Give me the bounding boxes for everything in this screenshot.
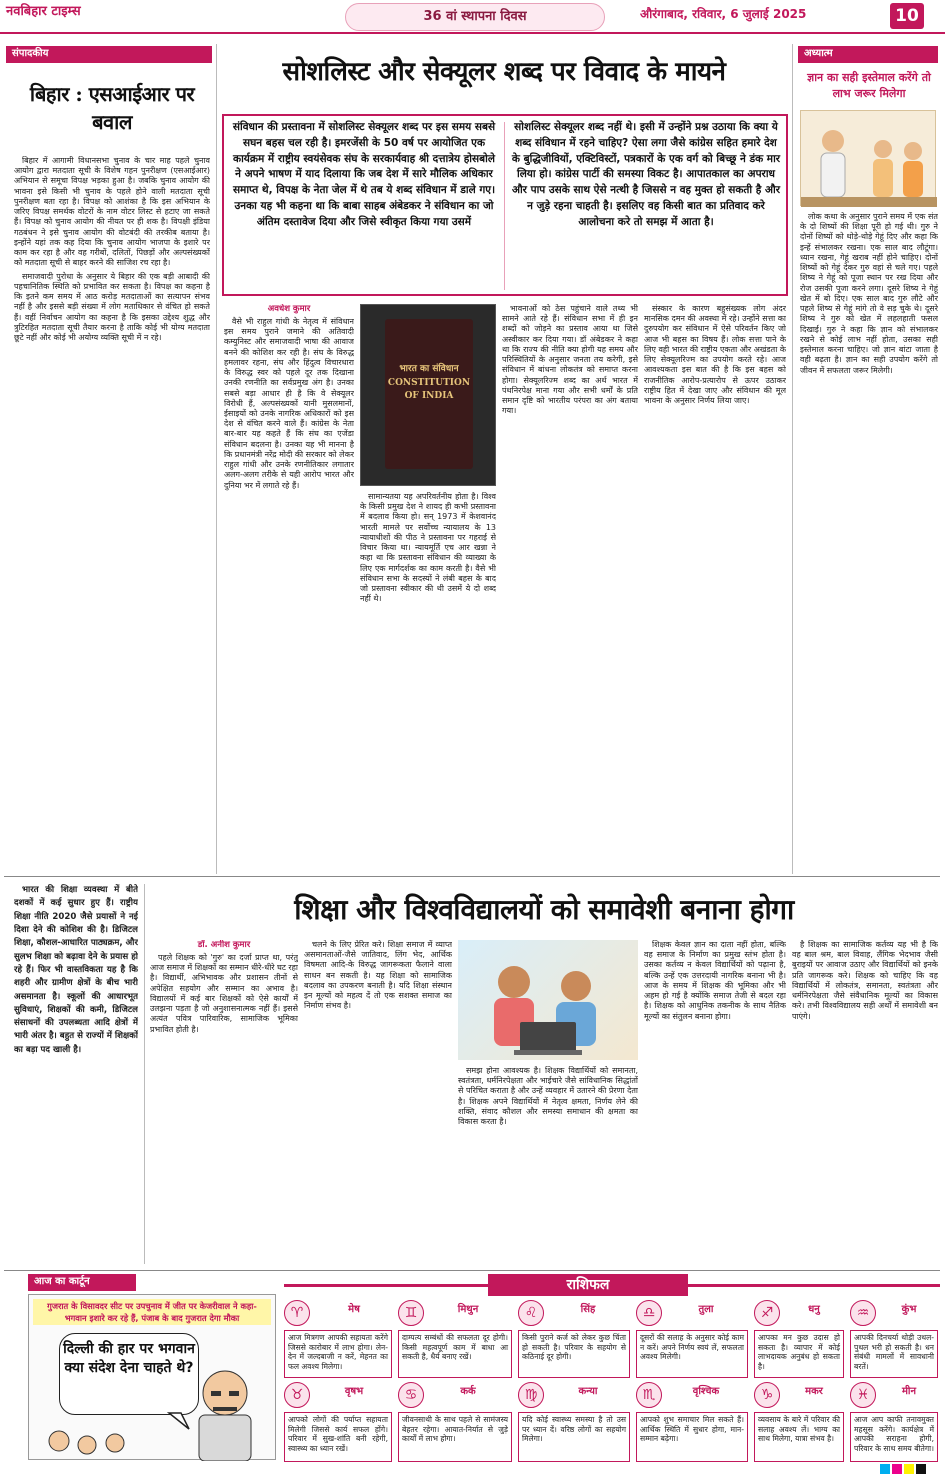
students-photo [458, 940, 638, 1060]
rashi-name-meen: मीन [901, 1386, 917, 1397]
lead-pull-quote-box [222, 114, 788, 296]
sage-disciples-icon [801, 111, 937, 207]
lead-paragraph: सामान्यतया यह अपरिवर्तनीय होता है। विश्व के किसी प्रमुख देश ने शायद ही कभी प्रस्तावना में बदलाव किया हो। सन् 1973 में केशवानंद भारती मामले पर सर्वोच्च न्यायालय के 13 न्यायाधीशों की पीठ ने प्रस्तावना पर गहराई से विचार किया था। न्यायमूर्ति एच आर खन्ना ने कहा था कि प्रस्तावना संविधान की व्याख्या के लिए एक मार्गदर्शक का काम करती है। वैसे भी संविधान सभा के सदस्यों ने लंबी बहस के बाद जो प्रस्तावना स्वीकार की थी उसमें ये दो शब्द नहीं थे। [360, 492, 496, 604]
rashi-text-dhanu: आपका मन कुछ उदास हो सकता है। व्यापार में कोई लाभदायक अनुबंध हो सकता है। [754, 1330, 844, 1378]
rashifal-rule [688, 1284, 940, 1287]
constitution-book-image: भारत का संविधान CONSTITUTION OF INDIA [385, 319, 473, 469]
aquarius-icon: ♒ [850, 1300, 876, 1326]
rashi-name-tula: तुला [698, 1304, 714, 1315]
cancer-icon: ♋ [398, 1382, 424, 1408]
section-divider [4, 1270, 940, 1271]
students-laptop-icon [458, 940, 638, 1060]
lead-column-3 [502, 304, 638, 864]
rashi-name-vrishabh: वृषभ [344, 1386, 364, 1397]
education-column-1 [150, 940, 298, 1264]
rashi-name-vrishchik: वृश्चिक [692, 1386, 720, 1397]
education-paragraph: समझ होना आवश्यक है। शिक्षक विद्यार्थियों को समानता, स्वतंत्रता, धर्मनिरपेक्षता और भाईचारे जैसे सांविधानिक सिद्धांतों से परिचित कराता है और उन्हें व्यवहार में उतारने की प्रेरणा देता है। शिक्षक अपने विद्यार्थियों में नेतृत्व क्षमता, निर्णय लेने की शक्ति, संवाद कौशल और समस्या समाधान की क्षमता का विकास करता है। [458, 1066, 638, 1127]
education-byline: डॉ. अनीश कुमार [197, 940, 251, 950]
brand-name: नवबिहार टाइम्स [6, 4, 81, 19]
section-tag-editorial: संपादकीय [6, 46, 212, 63]
lead-paragraph: भावनाओं को ठेस पहुंचाने वाले तथ्य भी सामने आते रहे हैं। संविधान सभा में ही इन शब्दों को जोड़ने का प्रस्ताव आया था जिसे अस्वीकार कर दिया गया। डॉ अंबेडकर ने कहा था कि राज्य की नीति क्या होगी यह समय और परिस्थितियों के अनुसार जनता तय करेगी, इसे संविधान में बांधना लोकतंत्र को समाप्त करना होगा। सेक्यूलरिज्म शब्द का अर्थ भारत में पंथनिरपेक्ष माना गया और सभी धर्मों के प्रति समान दृष्टि को भारतीय परंपरा का अंग बताया गया। [502, 304, 638, 416]
virgo-icon: ♍ [518, 1382, 544, 1408]
rashi-name-dhanu: धनु [808, 1304, 820, 1315]
taurus-icon: ♉ [284, 1382, 310, 1408]
capricorn-icon: ♑ [754, 1382, 780, 1408]
rashi-text-vrishchik: आपको शुभ समाचार मिल सकते हैं। आर्थिक स्थिति में सुधार होगा, मान-सम्मान बढ़ेगा। [636, 1412, 748, 1462]
rashi-name-mithun: मिथुन [457, 1304, 479, 1315]
column-divider [792, 44, 793, 874]
rashi-text-singh: किसी पुराने कर्ज को लेकर कुछ चिंता हो सकती है। परिवार के सहयोग से कठिनाई दूर होगी। [518, 1330, 630, 1378]
rashi-text-mithun: दाम्पत्य सम्बंधों की सफलता दूर होगी। किसी महत्वपूर्ण काम में बाधा आ सकती है, धैर्य बनाए रखें। [398, 1330, 512, 1378]
pull-quote-right: सोशलिस्ट सेक्यूलर शब्द नहीं थे। इसी में उन्होंने प्रश्न उठाया कि क्या ये शब्द संविधान में रहने चाहिए? ऐसा लगा जैसे कांग्रेस सहित हमारे देश के बुद्धिजीवियों, एक्टिविस्टों, पत्रकारों के एक वर्ग को बिच्छू ने डंक मार लिया हो। कांग्रेस पार्टी की समस्या विकट है। आपातकाल का अपराध और पाप उसके साथ ऐसे नत्थी है जिससे न वह मुक्त हो सकती है और न जुड़े रहना चाहती है। इसलिए वह किसी बात का प्रतिवाद करे आलोचना करे तो समझ में आता है। [511, 121, 781, 228]
rashi-text-kumbh: आपकी दिनचर्या थोड़ी उथल-पुथल भरी हो सकती है। धन संबंधी मामलों में सावधानी बरतें। [850, 1330, 938, 1378]
rashi-name-kanya: कन्या [578, 1386, 598, 1397]
edition-date: औरंगाबाद, रविवार, 6 जुलाई 2025 [640, 7, 807, 21]
sage-illustration [800, 110, 936, 206]
magenta-swatch-icon [892, 1464, 902, 1474]
education-paragraph: शिक्षक केवल ज्ञान का दाता नहीं होता, बल्कि वह समाज के निर्माण का प्रमुख स्तंभ होता है। उसका कर्तव्य न केवल विद्यार्थियों को पढ़ाना है, बल्कि उन्हें एक उत्तरदायी नागरिक बनाना भी है। आज के समय में शिक्षक की भूमिका और भी अहम हो गई है क्योंकि समाज तेजी से बदल रहा है। शिक्षक को आधुनिक तकनीक के साथ नैतिक मूल्यों का संतुलन बनाना होगा। [644, 940, 786, 1021]
constitution-photo [360, 304, 496, 486]
cartoon-figures-icon [29, 1295, 277, 1461]
rashifal-rule [284, 1284, 488, 1287]
adhyatma-paragraph: लोक कथा के अनुसार पुराने समय में एक संत के दो शिष्यों की शिक्षा पूरी हो गई थी। गुरु ने दोनों शिष्यों को थोड़े-थोड़े गेहूं दिए और कहा कि इन्हें संभालकर रखना। एक साल बाद लौटूंगा। ध्यान रखना, गेहूं खराब नहीं होने चाहिए। दोनों शिष्यों को गेहूं देकर गुरु वहां से चले गए। पहले शिष्य ने गेहूं को पूजा स्थान पर रख दिया और रोज उसकी पूजा करने लगा। दूसरे शिष्य ने गेहूं खेत में बो दिए। एक साल बाद गुरु लौटे और पहले शिष्य से गेहूं मांगे तो वे सड़ चुके थे। दूसरे शिष्य ने गुरु को खेत में लहलहाती फसल दिखाई। गुरु ने कहा कि ज्ञान को संभालकर रखने से कोई लाभ नहीं होता, उसका सही इस्तेमाल करना चाहिए। जो ज्ञान बांटा जाता है वही बढ़ता है। ज्ञान का सही उपयोग करेंगे तो जीवन में सफलता जरूर मिलेगी। [800, 212, 938, 375]
education-sidebar-quote [14, 884, 138, 1264]
lead-column-4 [644, 304, 786, 864]
pull-divider [504, 122, 505, 290]
lead-headline: सोशलिस्ट और सेक्यूलर शब्द पर विवाद के मायने [282, 57, 726, 87]
pull-quote-left: संविधान की प्रस्तावना में सोशलिस्ट सेक्यूलर शब्द पर इस समय सबसे सघन बहस चल रही है। इमरजेंसी के 50 वर्ष पर आयोजित एक कार्यक्रम में राष्ट्रीय स्वयंसेवक संघ के सरकार्यवाह श्री दत्तात्रेय होसबोले ने अपने भाषण में याद दिलाया कि जब देश में सारे मौलिक अधिकार समाप्त थे, विपक्ष के नेता जेल में थे तब ये शब्द संविधान में डाले गए। उनका यह भी कहना था कि बाबा साहब अंबेडकर ने संविधान का जो अंतिम दस्तावेज दिया और जिसे स्वीकृत किया गया उसमें [232, 121, 496, 228]
page-number: 10 [890, 3, 924, 29]
column-divider [216, 44, 217, 874]
rashi-text-kark: जीवनसाथी के साथ पहले से सामंजस्य बेहतर रहेगा। आयात-निर्यात से जुड़े कार्यों में लाभ होगा। [398, 1412, 512, 1462]
education-headline: शिक्षा और विश्वविद्यालयों को समावेशी बनाना होगा [294, 893, 794, 926]
section-divider [4, 876, 940, 877]
rashi-name-mesh: मेष [348, 1304, 360, 1315]
black-swatch-icon [916, 1464, 926, 1474]
section-tag-adhyatma: अध्यात्म [798, 46, 938, 63]
rashi-text-mesh: आज मित्रगण आपकी सहायता करेंगे जिससे कारोबार में लाभ होगा। लेन-देन में जल्दबाजी न करें, मेहनत का फल अवश्य मिलेगा। [284, 1330, 392, 1378]
education-paragraph: है शिक्षक का सामाजिक कर्तव्य यह भी है कि वह बाल श्रम, बाल विवाह, लैंगिक भेदभाव जैसी बुराइयों पर आवाज उठाए और विद्यार्थियों को इनके प्रति जागरूक करे। शिक्षक को चाहिए कि वह विद्यार्थियों में लोकतंत्र, समानता, स्वतंत्रता और धर्मनिरपेक्षता जैसे संवैधानिक मूल्यों का विकास करे। तभी विश्वविद्यालय सही अर्थों में समावेशी बन पाएंगे। [792, 940, 938, 1021]
cartoon-speech-bubble: दिल्ली की हार पर भगवान क्या संदेश देना चाहते थे? [59, 1333, 199, 1415]
adhyatma-body [800, 212, 938, 864]
rashifal-title: राशिफल [488, 1274, 688, 1296]
adhyatma-headline: ज्ञान का सही इस्तेमाल करेंगे तो लाभ जरूर मिलेगा [807, 71, 931, 100]
section-tag-cartoon: आज का कार्टून [28, 1274, 136, 1291]
rashi-text-tula: दूसरों की सलाह के अनुसार कोई काम न करें। अपने निर्णय स्वयं लें, सफलता अवश्य मिलेगी। [636, 1330, 748, 1378]
cmyk-registration-marks [878, 1464, 926, 1476]
editorial-paragraph: समाजवादी पुरोधा के अनुसार ये बिहार की एक बड़ी आबादी की पहचानितिक स्थिति को प्रभावित कर सकता है। विपक्ष का कहना है कि इतने कम समय में आठ करोड़ मतदाताओं का सत्यापन संभव नहीं है और इससे बड़ी संख्या में लोग मताधिकार से वंचित हो सकते हैं। वहीं निर्वाचन आयोग का कहना है कि इसका उद्देश्य शुद्ध और त्रुटिरहित मतदाता सूची तैयार करना है ताकि कोई भी योग्य मतदाता छूटे नहीं और कोई भी अयोग्य व्यक्ति सूची में न रहे। [14, 271, 210, 342]
rashi-text-kanya: यदि कोई स्वास्थ्य समस्या है तो उस पर ध्यान दें। वरिष्ठ लोगों का सहयोग मिलेगा। [518, 1412, 630, 1462]
lead-paragraph: वैसे भी राहुल गांधी के नेतृत्व में संविधान इस समय पुराने जमाने की अतिवादी कम्युनिस्ट और समाजवादी भाषा की आवाज बनने की कोशिश कर रही है। संघ के विरुद्ध हमलावर रहना, संघ और हिंदुत्व विचारधारा के विरुद्ध स्वर को पहले दूर तक दिखाना उनकी रणनीति का सर्वप्रमुख अंग है। उनका सबसे बड़ा आधार ही है कि वे सेक्यूलर विरोधी हैं, अल्पसंख्यकों यानी मुसलमानों, ईसाइयों को उनके नागरिक अधिकारों को इस देश से वंचित करने वाले हैं। कांग्रेस के नेता बार-बार यह कहते हैं कि संघ का एजेंडा संविधान बदलना है। उनका यह भी मानना है कि प्रधानमंत्री नरेंद्र मोदी की सरकार को लेकर राहुल गांधी और उनके रणनीतिकार लगातार अलग-अलग तरीके से यही आरोप भारत और दुनिया भर में लगाते रहे हैं। [224, 316, 354, 490]
lead-column-2 [360, 492, 496, 864]
rashi-text-vrishabh: आपको लोगों की पर्याप्त सहायता मिलेगी जिससे कार्य सफल होंगे। परिवार में सुख-शांति बनी रहेगी, स्वास्थ्य का ध्यान रखें। [284, 1412, 392, 1462]
aries-icon: ♈ [284, 1300, 310, 1326]
anniversary-banner: 36 वां स्थापना दिवस [345, 3, 605, 31]
education-sidebar-paragraph: भारत की शिक्षा व्यवस्था में बीते दशकों में कई सुधार हुए हैं। राष्ट्रीय शिक्षा नीति 2020 जैसे प्रयासों ने नई दिशा देने की कोशिश की है। डिजिटल शिक्षा, कौशल-आधारित पाठ्यक्रम, और सुलभ शिक्षा को बढ़ावा देने के प्रयास हो रहे हैं। फिर भी वास्तविकता यह है कि शहरी और ग्रामीण क्षेत्रों के बीच भारी असमानता है। स्कूलों की आधारभूत सुविधाएं, शिक्षकों की कमी, डिजिटल संसाधनों की उपलब्धता आदि क्षेत्रों में भारी अंतर है। बहुत से राज्यों में शिक्षकों का बड़ा पद खाली है। [14, 885, 138, 1055]
yellow-swatch-icon [904, 1464, 914, 1474]
lead-column-1 [224, 304, 354, 864]
education-column-4 [644, 940, 786, 1264]
rashi-name-kark: कर्क [460, 1386, 476, 1397]
education-paragraph: चलने के लिए प्रेरित करे। शिक्षा समाज में व्याप्त असमानताओं-जैसे जातिवाद, लिंग भेद, आर्थिक विषमता आदि-के विरुद्ध जागरूकता फैलाने वाला साधन बन सकती है। यह शिक्षा को सामाजिक बदलाव का उपकरण बनाती है। यदि शिक्षा संस्थान इन मूल्यों को महत्व दें तो एक सशक्त समाज का निर्माण संभव है। [304, 940, 452, 1011]
editorial-body [14, 156, 210, 868]
rashi-text-makar: व्यवसाय के बारे में परिवार की सलाह अवश्य लें। भाग्य का साथ मिलेगा, यात्रा संभव है। [754, 1412, 844, 1462]
lead-paragraph: संस्कार के कारण बहुसंख्यक लोग अंदर मानसिक दमन की अवस्था में रहे। उन्होंने सत्ता का दुरुपयोग कर संविधान में ऐसे परिवर्तन किए जो आज भी बहस का विषय हैं। लोक सत्ता पाने के लिए वही भारत की राष्ट्रीय एकता और अखंडता के लिए सेक्यूलरिज्म का उपयोग करते रहे। आज आवश्यकता इस बात की है कि इस बहस को राजनीतिक आरोप-प्रत्यारोप से ऊपर उठाकर राष्ट्रीय हित में देखा जाए और संविधान की मूल भावना के अनुसार निर्णय लिया जाए। [644, 304, 786, 406]
gemini-icon: ♊ [398, 1300, 424, 1326]
education-paragraph: पहले शिक्षक को 'गुरु' का दर्जा प्राप्त था, परंतु आज समाज में शिक्षकों का सम्मान धीरे-धीरे घट रहा है। विद्यार्थी, अभिभावक और प्रशासन तीनों से अपेक्षित सहयोग और सम्मान का अभाव है। विद्यालयों में कई बार शिक्षकों को ऐसे कार्यों में उलझना पड़ता है जो अनुशासनात्मक नहीं हैं। इससे अत्यंत पवित्र पारिवारिक, सामाजिक भूमिका प्रभावित होती है। [150, 952, 298, 1034]
education-column-2 [304, 940, 452, 1264]
rashi-name-singh: सिंह [580, 1304, 596, 1315]
scorpio-icon: ♏ [636, 1382, 662, 1408]
pisces-icon: ♓ [850, 1382, 876, 1408]
rashi-text-meen: आज आप काफी तनावमुक्त महसूस करेंगे। कार्यक्षेत्र में आपकी सराहना होगी, परिवार के साथ समय बीतेगा। [850, 1412, 938, 1462]
libra-icon: ♎ [636, 1300, 662, 1326]
editorial-headline: बिहार : एसआईआर पर बवाल [29, 82, 195, 134]
leo-icon: ♌ [518, 1300, 544, 1326]
cyan-swatch-icon [880, 1464, 890, 1474]
education-column-3 [458, 1066, 638, 1264]
lead-byline: अवधेश कुमार [267, 304, 311, 314]
column-divider [144, 884, 145, 1264]
cartoon-caption: गुजरात के विसावदर सीट पर उपचुनाव में जीत पर केजरीवाल ने कहा- भगवान इशारे कर रहे हैं, पंजाब के बाद गुजरात देगा मौका [33, 1299, 271, 1325]
education-column-5 [792, 940, 938, 1264]
editorial-paragraph: बिहार में आगामी विधानसभा चुनाव के चार माह पहले चुनाव आयोग द्वारा मतदाता सूची के विशेष गहन पुनरीक्षण (एसआईआर) अभियान से समूचा विपक्ष भड़का हुआ है। जबकि चुनाव आयोग की भावना इसे किसी भी चुनाव के पहले होने वाली मतदाता सूची पुनरीक्षण बता रहा है। विपक्ष को आशंका है कि इस अभियान के जरिए विपक्ष समर्थक वोटरों के नाम वोटर लिस्ट से हटाए जा सकते हैं। विपक्ष को चुनाव आयोग की नीयत पर ही शक है। विपक्षी इंडिया गठबंधन ने इसे चुनाव आयोग की वोटबंदी की तरकीब बताया है। इन्होंने यहां तक कह दिया कि चुनाव आयोग भाजपा के इशारे पर काम कर रहा है और वह गरीबों, दलितों, पिछड़ों और अल्पसंख्यकों को मतदाता सूची से बाहर करने की साजिश रच रहा है। [14, 156, 210, 268]
cartoon-panel [28, 1294, 276, 1460]
sagittarius-icon: ♐ [754, 1300, 780, 1326]
rashi-name-kumbh: कुंभ [901, 1304, 917, 1315]
rashi-name-makar: मकर [805, 1386, 823, 1397]
masthead [0, 0, 945, 34]
